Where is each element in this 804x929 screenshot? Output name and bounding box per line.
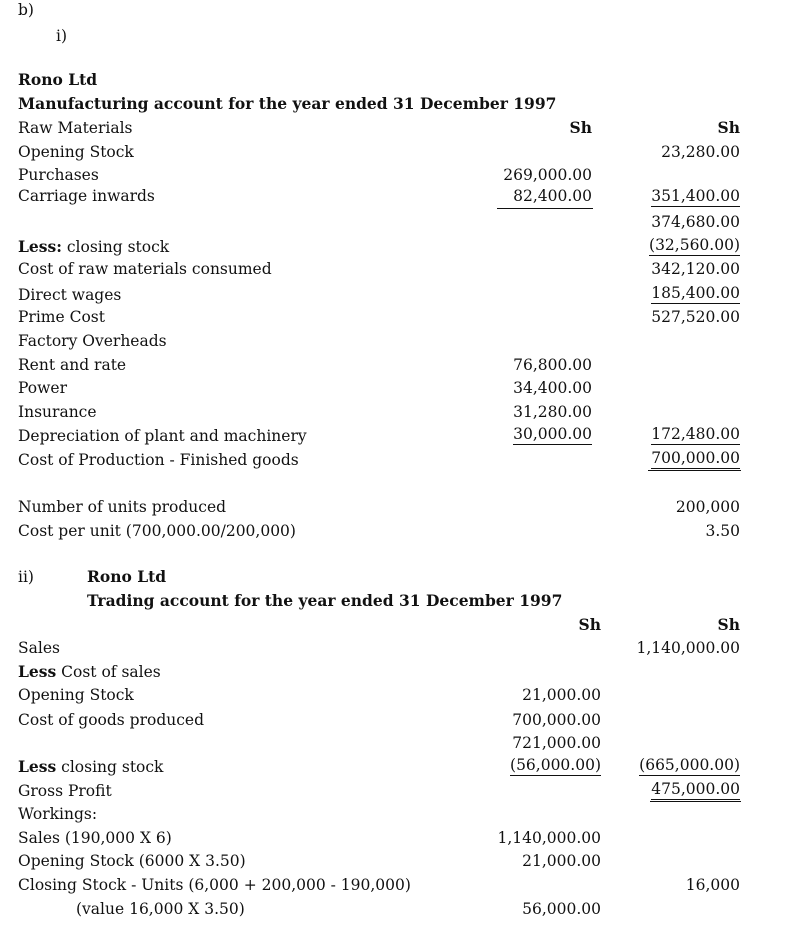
amount: 374,680.00 — [651, 213, 740, 231]
company-name: Rono Ltd — [18, 70, 98, 89]
less-label: Less — [18, 662, 57, 681]
row-label: Prime Cost — [18, 308, 105, 326]
amount: 1,140,000.00 — [497, 829, 601, 847]
amount: (665,000.00) — [639, 756, 740, 774]
rule — [497, 208, 593, 209]
amount: 700,000.00 — [651, 449, 740, 467]
amount: 31,280.00 — [513, 403, 592, 421]
row-label: (value 16,000 X 3.50) — [76, 900, 245, 918]
col2-header: Sh — [717, 118, 740, 137]
row-label: Raw Materials — [18, 119, 133, 137]
row-label: Purchases — [18, 166, 99, 184]
amount: 172,480.00 — [651, 425, 740, 443]
amount: 269,000.00 — [503, 166, 592, 184]
amount: 76,800.00 — [513, 356, 592, 374]
row-label: Rent and rate — [18, 356, 127, 374]
row-label: Carriage inwards — [18, 187, 155, 205]
amount: 200,000 — [675, 498, 740, 516]
amount: (56,000.00) — [510, 756, 601, 774]
row-label: Closing Stock - Units (6,000 + 200,000 - 190,000) — [18, 876, 411, 894]
amount: 34,400.00 — [513, 379, 592, 397]
row-label: Gross Profit — [18, 782, 112, 800]
amount: 82,400.00 — [513, 187, 592, 205]
row-label-rest: Cost of sales — [56, 663, 161, 681]
amount: 342,120.00 — [651, 260, 740, 278]
amount: 1,140,000.00 — [636, 639, 740, 657]
double-rule — [650, 801, 741, 802]
row-label: Opening Stock — [18, 686, 134, 704]
row-label-rest: closing stock — [56, 758, 164, 776]
row-label: Sales — [18, 639, 60, 657]
amount: 56,000.00 — [522, 900, 601, 918]
amount: 351,400.00 — [651, 187, 740, 205]
row-label: Opening Stock (6000 X 3.50) — [18, 852, 246, 870]
row-label: Factory Overheads — [18, 332, 167, 350]
row-label — [18, 662, 161, 682]
amount: 185,400.00 — [651, 284, 740, 302]
account-title: Manufacturing account for the year ended 31 December 1997 — [18, 94, 557, 113]
row-label: Sales (190,000 X 6) — [18, 829, 172, 847]
account-title: Trading account for the year ended 31 December 1997 — [87, 591, 563, 610]
amount: 16,000 — [685, 876, 740, 894]
row-label-rest: closing stock — [61, 238, 170, 256]
amount: 21,000.00 — [522, 686, 601, 704]
row-label: Opening Stock — [18, 143, 134, 161]
amount: 30,000.00 — [513, 425, 592, 443]
less-label: Less: — [18, 237, 62, 256]
amount: 3.50 — [705, 522, 740, 540]
part-ii-label: ii) — [18, 568, 34, 586]
col1-header: Sh — [578, 615, 601, 634]
part-i-label: i) — [56, 27, 68, 45]
amount: 700,000.00 — [512, 711, 601, 729]
col2-header: Sh — [717, 615, 740, 634]
row-label: Cost of Production - Finished goods — [18, 451, 299, 469]
row-label: Depreciation of plant and machinery — [18, 427, 307, 445]
section-label: b) — [18, 1, 34, 19]
row-label: Cost per unit (700,000.00/200,000) — [18, 522, 296, 540]
row-label — [18, 237, 169, 257]
amount: 475,000.00 — [651, 780, 740, 798]
row-label: Direct wages — [18, 286, 122, 304]
row-label: Cost of raw materials consumed — [18, 260, 272, 278]
less-label: Less — [18, 757, 57, 776]
row-label: Number of units produced — [18, 498, 227, 516]
row-label — [18, 757, 163, 777]
workings-label: Workings: — [18, 805, 98, 823]
amount: (32,560.00) — [649, 236, 740, 254]
company-name: Rono Ltd — [87, 567, 167, 586]
amount: 23,280.00 — [661, 143, 740, 161]
col1-header: Sh — [569, 118, 592, 137]
amount: 21,000.00 — [522, 852, 601, 870]
row-label: Cost of goods produced — [18, 711, 205, 729]
row-label: Power — [18, 379, 67, 397]
row-label: Insurance — [18, 403, 97, 421]
amount: 721,000.00 — [512, 734, 601, 752]
amount: 527,520.00 — [651, 308, 740, 326]
double-rule — [648, 470, 741, 471]
